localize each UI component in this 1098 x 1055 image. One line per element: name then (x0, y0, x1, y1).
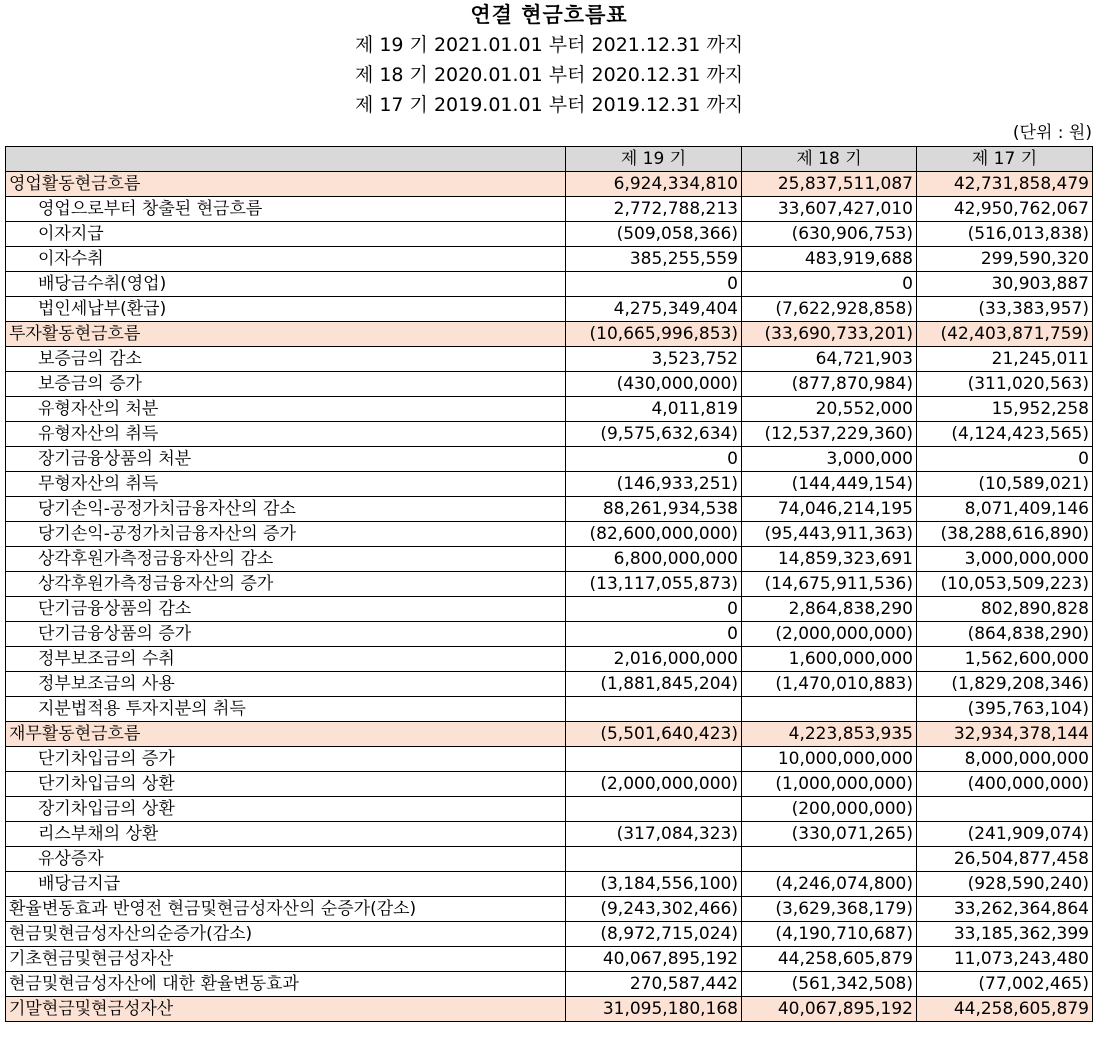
row-label: 투자활동현금흐름 (6, 322, 566, 347)
table-row (6, 847, 1093, 872)
value-cell: (864,838,290) (917, 622, 1093, 647)
row-label: 영업활동현금흐름 (6, 172, 566, 197)
value-cell: 32,934,378,144 (917, 722, 1093, 747)
header-period-17: 제 17 기 (917, 147, 1093, 172)
value-cell: 14,859,323,691 (742, 547, 917, 572)
table-row (6, 647, 1093, 672)
value-cell: (561,342,508) (742, 972, 917, 997)
value-cell: (400,000,000) (917, 772, 1093, 797)
value-cell: 33,185,362,399 (917, 922, 1093, 947)
table-row (6, 897, 1093, 922)
value-cell: (317,084,323) (566, 822, 742, 847)
value-cell (566, 697, 742, 722)
table-row (6, 597, 1093, 622)
value-cell: 2,772,788,213 (566, 197, 742, 222)
value-cell: 3,523,752 (566, 347, 742, 372)
value-cell: (1,881,845,204) (566, 672, 742, 697)
value-cell: (311,020,563) (917, 372, 1093, 397)
value-cell: (7,622,928,858) (742, 297, 917, 322)
value-cell: 299,590,320 (917, 247, 1093, 272)
value-cell: (430,000,000) (566, 372, 742, 397)
period-line: 제 18 기 2020.01.01 부터 2020.12.31 까지 (354, 64, 744, 86)
row-label: 보증금의 증가 (6, 372, 566, 397)
table-row (6, 772, 1093, 797)
value-cell (566, 797, 742, 822)
value-cell: (38,288,616,890) (917, 522, 1093, 547)
value-cell: 2,864,838,290 (742, 597, 917, 622)
row-label: 당기손익-공정가치금융자산의 감소 (6, 497, 566, 522)
row-label: 정부보조금의 사용 (6, 672, 566, 697)
value-cell: 4,223,853,935 (742, 722, 917, 747)
value-cell: 1,600,000,000 (742, 647, 917, 672)
value-cell: (330,071,265) (742, 822, 917, 847)
value-cell: 88,261,934,538 (566, 497, 742, 522)
table-row (6, 547, 1093, 572)
table-row (6, 272, 1093, 297)
value-cell: (33,690,733,201) (742, 322, 917, 347)
value-cell: 483,919,688 (742, 247, 917, 272)
table-row (6, 347, 1093, 372)
value-cell: 74,046,214,195 (742, 497, 917, 522)
value-cell: 385,255,559 (566, 247, 742, 272)
value-cell (742, 847, 917, 872)
value-cell: (516,013,838) (917, 222, 1093, 247)
table-row (6, 322, 1093, 347)
table-row (6, 247, 1093, 272)
value-cell: 25,837,511,087 (742, 172, 917, 197)
value-cell: (4,190,710,687) (742, 922, 917, 947)
value-cell: (3,184,556,100) (566, 872, 742, 897)
value-cell: (8,972,715,024) (566, 922, 742, 947)
row-label: 단기금융상품의 증가 (6, 622, 566, 647)
value-cell: 30,903,887 (917, 272, 1093, 297)
table-row (6, 197, 1093, 222)
row-label: 단기금융상품의 감소 (6, 597, 566, 622)
table-row (6, 997, 1093, 1022)
table-row (6, 747, 1093, 772)
row-label: 영업으로부터 창출된 현금흐름 (6, 197, 566, 222)
table-row (6, 922, 1093, 947)
row-label: 상각후원가측정금융자산의 감소 (6, 547, 566, 572)
row-label: 장기금융상품의 처분 (6, 447, 566, 472)
table-row (6, 372, 1093, 397)
row-label: 당기손익-공정가치금융자산의 증가 (6, 522, 566, 547)
value-cell: 1,562,600,000 (917, 647, 1093, 672)
value-cell: 26,504,877,458 (917, 847, 1093, 872)
value-cell: (9,575,632,634) (566, 422, 742, 447)
value-cell: (1,470,010,883) (742, 672, 917, 697)
table-row (6, 522, 1093, 547)
table-row (6, 822, 1093, 847)
value-cell: 15,952,258 (917, 397, 1093, 422)
period-line: 제 17 기 2019.01.01 부터 2019.12.31 까지 (354, 94, 744, 116)
value-cell: 802,890,828 (917, 597, 1093, 622)
cash-flow-table (5, 146, 1093, 1022)
value-cell: (630,906,753) (742, 222, 917, 247)
table-body (6, 172, 1093, 1022)
row-label: 유상증자 (6, 847, 566, 872)
value-cell: 3,000,000,000 (917, 547, 1093, 572)
value-cell: (3,629,368,179) (742, 897, 917, 922)
row-label: 기초현금및현금성자산 (6, 947, 566, 972)
table-row (6, 722, 1093, 747)
value-cell: (4,124,423,565) (917, 422, 1093, 447)
value-cell: 40,067,895,192 (742, 997, 917, 1022)
row-label: 보증금의 감소 (6, 347, 566, 372)
row-label: 상각후원가측정금융자산의 증가 (6, 572, 566, 597)
table-header-row (6, 147, 1093, 172)
row-label: 이자수취 (6, 247, 566, 272)
value-cell: 44,258,605,879 (917, 997, 1093, 1022)
period-line: 제 19 기 2021.01.01 부터 2021.12.31 까지 (354, 34, 744, 56)
value-cell: (82,600,000,000) (566, 522, 742, 547)
table-row (6, 297, 1093, 322)
value-cell: 42,731,858,479 (917, 172, 1093, 197)
value-cell: 11,073,243,480 (917, 947, 1093, 972)
header-period-18: 제 18 기 (742, 147, 917, 172)
value-cell: (2,000,000,000) (742, 622, 917, 647)
value-cell (566, 747, 742, 772)
row-label: 재무활동현금흐름 (6, 722, 566, 747)
row-label: 법인세납부(환급) (6, 297, 566, 322)
value-cell: 4,275,349,404 (566, 297, 742, 322)
value-cell: (33,383,957) (917, 297, 1093, 322)
value-cell: (144,449,154) (742, 472, 917, 497)
value-cell: 0 (566, 272, 742, 297)
table-row (6, 972, 1093, 997)
value-cell: 6,924,334,810 (566, 172, 742, 197)
value-cell: (146,933,251) (566, 472, 742, 497)
row-label: 리스부채의 상환 (6, 822, 566, 847)
table-row (6, 697, 1093, 722)
table-row (6, 172, 1093, 197)
row-label: 유형자산의 처분 (6, 397, 566, 422)
value-cell: 2,016,000,000 (566, 647, 742, 672)
table-row (6, 397, 1093, 422)
value-cell: (9,243,302,466) (566, 897, 742, 922)
value-cell: (241,909,074) (917, 822, 1093, 847)
row-label: 단기차입금의 증가 (6, 747, 566, 772)
table-row (6, 572, 1093, 597)
value-cell: 8,000,000,000 (917, 747, 1093, 772)
value-cell: 10,000,000,000 (742, 747, 917, 772)
row-label: 유형자산의 취득 (6, 422, 566, 447)
value-cell: 4,011,819 (566, 397, 742, 422)
value-cell: 20,552,000 (742, 397, 917, 422)
value-cell: 6,800,000,000 (566, 547, 742, 572)
row-label: 장기차입금의 상환 (6, 797, 566, 822)
value-cell: (12,537,229,360) (742, 422, 917, 447)
value-cell: (77,002,465) (917, 972, 1093, 997)
value-cell: 31,095,180,168 (566, 997, 742, 1022)
row-label: 무형자산의 취득 (6, 472, 566, 497)
row-label: 단기차입금의 상환 (6, 772, 566, 797)
value-cell: 0 (917, 447, 1093, 472)
value-cell: (1,829,208,346) (917, 672, 1093, 697)
value-cell: (13,117,055,873) (566, 572, 742, 597)
table-row (6, 947, 1093, 972)
value-cell: (10,665,996,853) (566, 322, 742, 347)
value-cell: (200,000,000) (742, 797, 917, 822)
value-cell: 0 (566, 597, 742, 622)
value-cell: (95,443,911,363) (742, 522, 917, 547)
value-cell: 0 (566, 447, 742, 472)
value-cell: 33,262,364,864 (917, 897, 1093, 922)
value-cell: (395,763,104) (917, 697, 1093, 722)
value-cell: 21,245,011 (917, 347, 1093, 372)
value-cell (742, 697, 917, 722)
table-row (6, 447, 1093, 472)
row-label: 환율변동효과 반영전 현금및현금성자산의 순증가(감소) (6, 897, 566, 922)
table-row (6, 872, 1093, 897)
value-cell: 0 (742, 272, 917, 297)
row-label: 현금및현금성자산에 대한 환율변동효과 (6, 972, 566, 997)
value-cell: (14,675,911,536) (742, 572, 917, 597)
table-row (6, 622, 1093, 647)
table-row (6, 472, 1093, 497)
value-cell: (928,590,240) (917, 872, 1093, 897)
table-row (6, 797, 1093, 822)
table-row (6, 222, 1093, 247)
value-cell: 0 (566, 622, 742, 647)
table-row (6, 497, 1093, 522)
value-cell (566, 847, 742, 872)
value-cell: (10,053,509,223) (917, 572, 1093, 597)
value-cell: (42,403,871,759) (917, 322, 1093, 347)
value-cell: (509,058,366) (566, 222, 742, 247)
row-label: 기말현금및현금성자산 (6, 997, 566, 1022)
value-cell (917, 797, 1093, 822)
value-cell: 40,067,895,192 (566, 947, 742, 972)
unit-label: (단위 : 원) (1012, 123, 1092, 143)
value-cell: (1,000,000,000) (742, 772, 917, 797)
header-blank-cell (6, 147, 566, 172)
row-label: 배당금수취(영업) (6, 272, 566, 297)
row-label: 정부보조금의 수취 (6, 647, 566, 672)
value-cell: 64,721,903 (742, 347, 917, 372)
report-header (0, 0, 1098, 120)
row-label: 지분법적용 투자지분의 취득 (6, 697, 566, 722)
value-cell: 3,000,000 (742, 447, 917, 472)
row-label: 이자지급 (6, 222, 566, 247)
row-label: 배당금지급 (6, 872, 566, 897)
value-cell: 42,950,762,067 (917, 197, 1093, 222)
value-cell: 270,587,442 (566, 972, 742, 997)
value-cell: (10,589,021) (917, 472, 1093, 497)
value-cell: 44,258,605,879 (742, 947, 917, 972)
report-title: 연결 현금흐름표 (470, 3, 628, 27)
header-period-19: 제 19 기 (566, 147, 742, 172)
value-cell: (5,501,640,423) (566, 722, 742, 747)
table-row (6, 422, 1093, 447)
value-cell: 33,607,427,010 (742, 197, 917, 222)
row-label: 현금및현금성자산의순증가(감소) (6, 922, 566, 947)
value-cell: (2,000,000,000) (566, 772, 742, 797)
value-cell: 8,071,409,146 (917, 497, 1093, 522)
table-row (6, 672, 1093, 697)
value-cell: (4,246,074,800) (742, 872, 917, 897)
value-cell: (877,870,984) (742, 372, 917, 397)
